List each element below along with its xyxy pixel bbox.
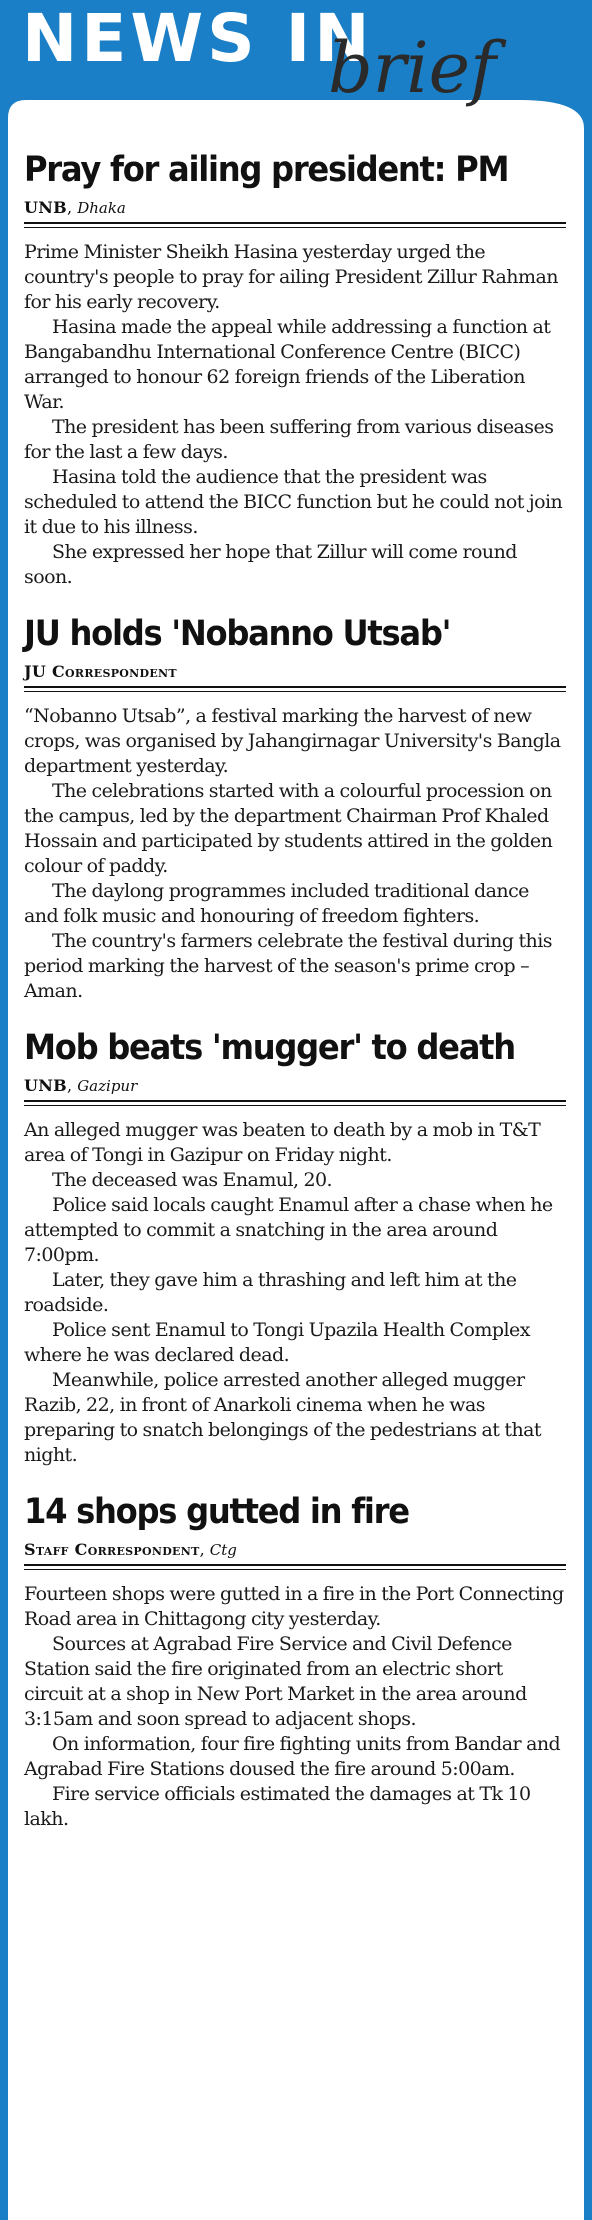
story-headline: Mob beats 'mugger' to death [24, 1028, 515, 1068]
banner-title: NEWS IN [22, 0, 374, 77]
story-paragraph: Hasina made the appeal while addressing a function at Bangabandhu International Conference Centre (BICC) arranged to honour 62 foreign friends of the Liberation War. [24, 316, 551, 413]
right-border [584, 100, 592, 2220]
story-paragraph: Later, they gave him a thrashing and left him at the roadside. [24, 1269, 517, 1316]
story-paragraph: The celebrations started with a colourful procession on the campus, led by the department Chairman Prof Khaled Hossain and participated by students attired in the golden colour of paddy. [24, 780, 553, 877]
story-shops-gutted-fire [24, 1490, 566, 1832]
story-paragraph: An alleged mugger was beaten to death by a mob in T&T area of Tongi in Gazipur on Friday night. [24, 1119, 541, 1166]
story-paragraph: Police said locals caught Enamul after a chase when he attempted to commit a snatching in the area around 7:00pm. [24, 1194, 553, 1266]
story-byline: UNB, Dhaka [24, 198, 566, 224]
byline-source: Staff Correspondent [24, 1540, 200, 1559]
story-byline [24, 662, 566, 688]
story-paragraph: On information, four fire fighting units from Bandar and Agrabad Fire Stations doused the fire around 5:00am. [24, 1733, 561, 1780]
banner [0, 0, 592, 128]
story-paragraph: The president has been suffering from various diseases for the last a few days. [24, 416, 554, 463]
byline-source: UNB [24, 1076, 68, 1095]
story-paragraph: The deceased was Enamul, 20. [52, 1169, 333, 1191]
byline-source: UNB [24, 198, 68, 217]
banner-subtitle: brief [328, 27, 496, 109]
story-headline: JU holds 'Nobanno Utsab' [24, 614, 451, 654]
story-paragraph: “Nobanno Utsab”, a festival marking the harvest of new crops, was organised by Jahangirnagar University's Bangla department yesterday. [24, 705, 561, 777]
stories-column [24, 148, 566, 1854]
story-paragraph: Hasina told the audience that the president was scheduled to attend the BICC function but he could not join it due to his illness. [24, 466, 563, 538]
story-paragraph: The daylong programmes included traditional dance and folk music and honouring of freedom fighters. [24, 880, 529, 927]
story-headline: 14 shops gutted in fire [24, 1492, 409, 1532]
left-border [0, 100, 8, 2220]
story-paragraph: Police sent Enamul to Tongi Upazila Health Complex where he was declared dead. [24, 1319, 530, 1366]
byline-place: Dhaka [77, 199, 126, 217]
story-byline: UNB, Gazipur [24, 1076, 566, 1102]
story-paragraph: Fourteen shops were gutted in a fire in the Port Connecting Road area in Chittagong city yesterday. [24, 1583, 564, 1630]
byline-place: Gazipur [77, 1077, 138, 1095]
story-paragraph: Sources at Agrabad Fire Service and Civil Defence Station said the fire originated from an electric short circuit at a shop in New Port Market in the area around 3:15am and soon spread to adjacent shops. [24, 1633, 527, 1730]
story-paragraph: Fire service officials estimated the damages at Tk 10 lakh. [24, 1783, 531, 1830]
story-paragraph: The country's farmers celebrate the festival during this period marking the harvest of the season's prime crop – Aman. [24, 930, 552, 1002]
byline-source: JU Correspondent [24, 662, 177, 681]
story-paragraph: She expressed her hope that Zillur will come round soon. [24, 541, 517, 588]
story-pray-for-president [24, 148, 566, 590]
story-headline: Pray for ailing president: PM [24, 150, 509, 190]
story-paragraph: Meanwhile, police arrested another alleged mugger Razib, 22, in front of Anarkoli cinema when he was preparing to snatch belongings of the pedestrians at that night. [24, 1369, 542, 1466]
story-paragraph: Prime Minister Sheikh Hasina yesterday urged the country's people to pray for ailing President Zillur Rahman for his early recovery. [24, 241, 558, 313]
story-byline: Staff Correspondent, Ctg [24, 1540, 566, 1566]
byline-place: Ctg [209, 1541, 237, 1559]
story-ju-nobanno-utsab [24, 612, 566, 1004]
story-mob-beats-mugger [24, 1026, 566, 1468]
